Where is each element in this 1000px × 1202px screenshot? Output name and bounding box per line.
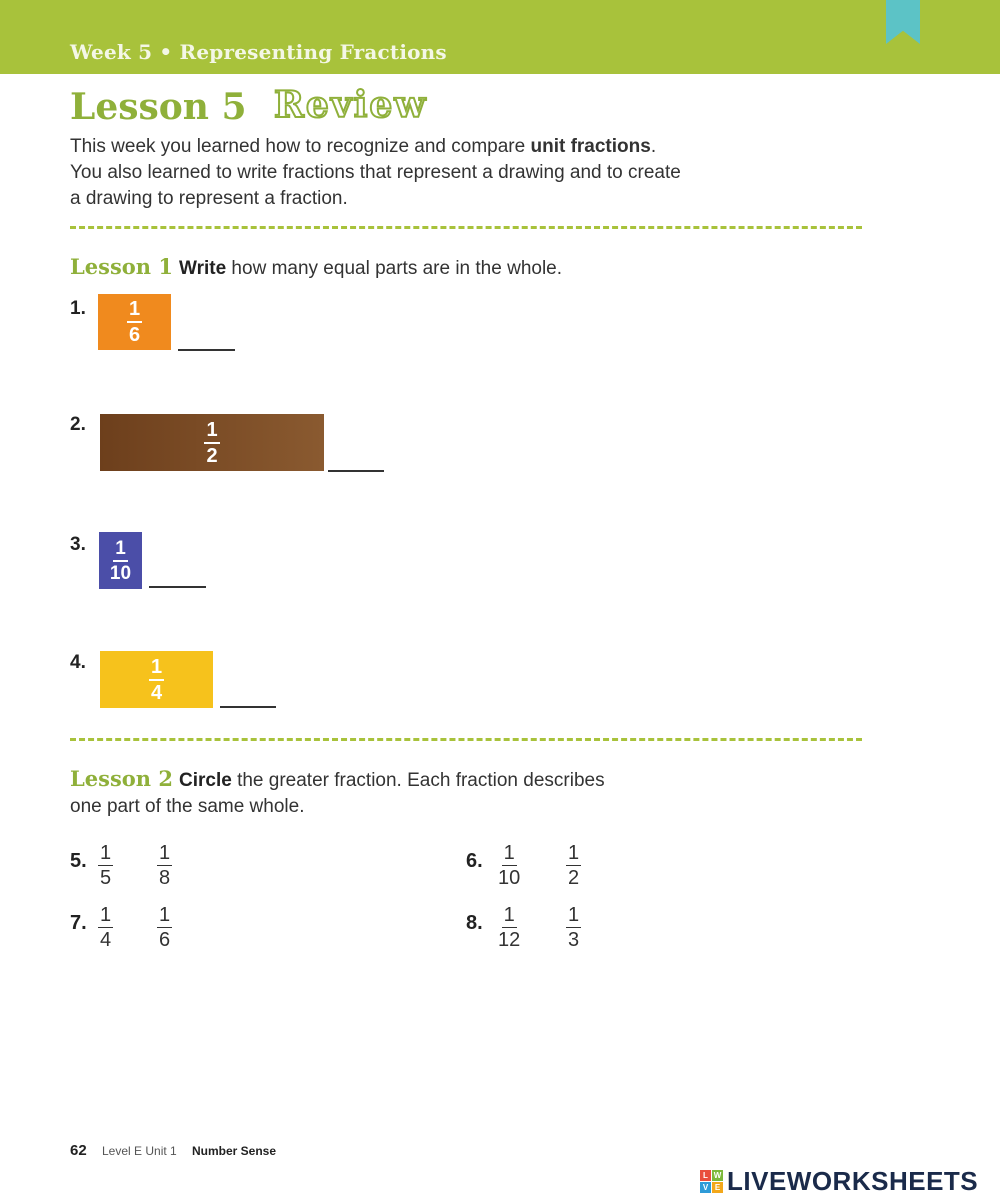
question-number: 1. [70,298,86,319]
section-divider [70,226,862,229]
brand-name: LIVEWORKSHEETS [727,1166,979,1196]
intro-paragraph: This week you learned how to recognize and compare unit fractions. You also learned to write fractions that represent a drawing and to create a drawing to represent a fraction. [70,136,681,209]
section-divider [70,738,862,741]
review-title: Review [274,84,428,126]
question-number: 3. [70,534,86,555]
lesson2-heading: Lesson 2 Circle the greater fraction. Each fraction describes one part of the same whole. [70,766,605,817]
question-number: 8. [466,912,483,934]
level-unit: Level E Unit 1 [102,1144,177,1158]
fraction-bar: $\frac{1}{10}$ [99,532,142,589]
answer-blank[interactable] [149,586,206,588]
fraction-bar: $\frac{1}{6}$ [98,294,171,350]
fraction-option[interactable]: $\frac{1}{8}$ [159,842,171,889]
lesson1-heading: Lesson 1 Write how many equal parts are in the whole. [70,254,563,279]
fraction-option[interactable]: $\frac{1}{6}$ [159,904,171,951]
fraction-bar: $\frac{1}{2}$ [100,414,324,471]
lesson-title: Lesson 5 [70,86,247,128]
fraction-option[interactable]: $\frac{1}{2}$ [568,842,580,889]
answer-blank[interactable] [220,706,276,708]
liveworksheets-logo [700,1166,978,1197]
fraction-option[interactable]: $\frac{1}{10}$ [498,842,521,889]
question-number: 2. [70,414,86,435]
question-number: 7. [70,912,87,934]
page-number: 62 [70,1142,87,1159]
question-number: 5. [70,850,87,872]
answer-blank[interactable] [178,349,235,351]
fraction-bar: $\frac{1}{4}$ [100,651,213,708]
fraction-option[interactable]: $\frac{1}{5}$ [100,842,112,889]
liveworksheets-icon: L W V E [700,1170,723,1193]
unit-topic: Number Sense [192,1144,277,1158]
fraction-option[interactable]: $\frac{1}{4}$ [100,904,112,951]
question-number: 6. [466,850,483,872]
question-number: 4. [70,652,86,673]
intro-bold: unit fractions [530,136,651,157]
fraction-option[interactable]: $\frac{1}{3}$ [568,904,580,951]
fraction-option[interactable]: $\frac{1}{12}$ [498,904,521,951]
week-title: Week 5 • Representing Fractions [70,40,447,64]
answer-blank[interactable] [328,470,384,472]
